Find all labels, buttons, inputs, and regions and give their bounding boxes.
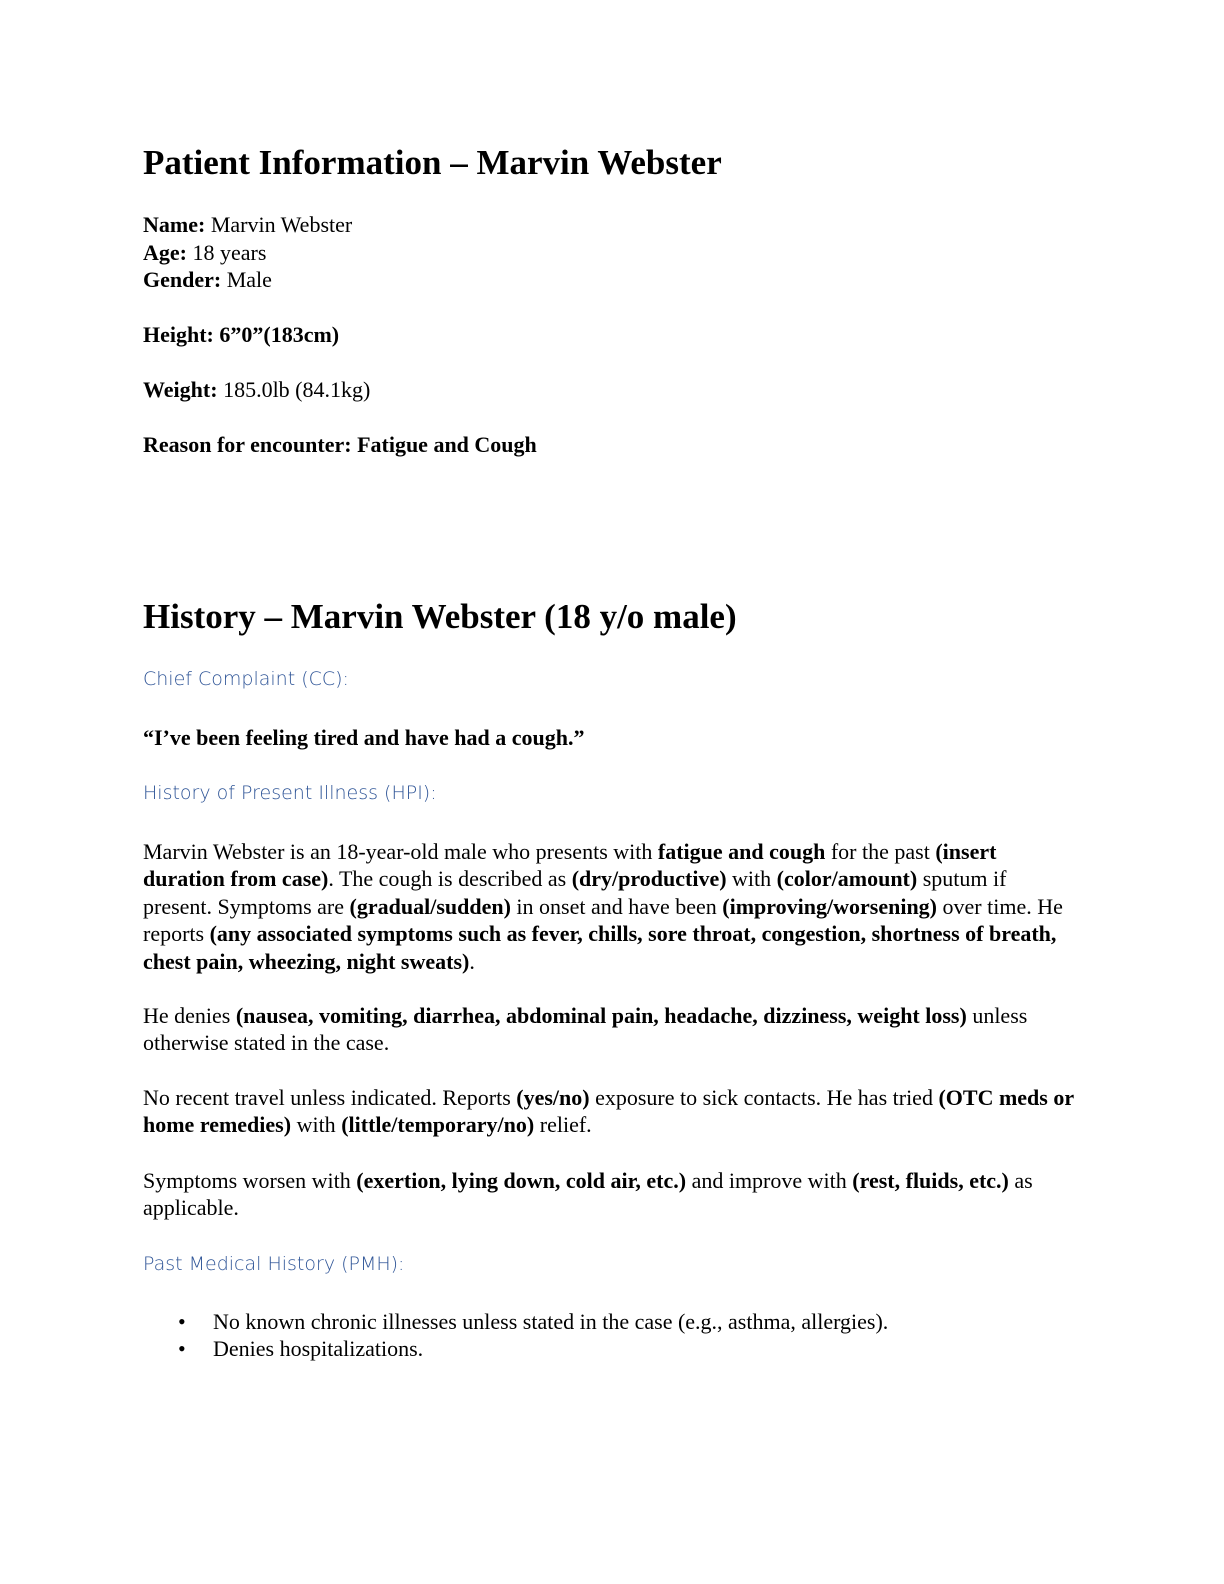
body-text: and improve with	[686, 1168, 853, 1193]
hpi-paragraph-4	[143, 1167, 1078, 1222]
emphasis-text: (little/temporary/no)	[341, 1112, 535, 1138]
emphasis-text: (yes/no)	[516, 1085, 590, 1110]
emphasis-text: (nausea, vomiting, diarrhea, abdominal pain, headache, dizziness, weight loss)	[235, 1003, 967, 1028]
pmh-item-text: No known chronic illnesses unless stated in the case (e.g., asthma, allergies).	[213, 1309, 889, 1334]
weight-label: Weight:	[143, 377, 218, 402]
body-text: He denies	[143, 1003, 236, 1028]
emphasis-text: (insert duration from case)	[143, 839, 997, 892]
reason-label: Reason for encounter:	[143, 432, 358, 457]
weight-line	[143, 376, 370, 403]
emphasis-text: fatigue and cough	[657, 839, 826, 864]
body-text: . The cough is described as	[328, 866, 572, 892]
reason-value: Fatigue and Cough	[357, 432, 537, 457]
patient-info-title: Patient Information – Marvin Webster	[143, 143, 722, 182]
body-text: unless otherwise stated in the case.	[143, 1003, 1028, 1056]
emphasis-text: (dry/productive)	[571, 866, 727, 892]
hpi-heading: History of Present Illness (HPI):	[143, 782, 437, 804]
history-title: History – Marvin Webster (18 y/o male)	[143, 597, 737, 636]
pmh-heading: Past Medical History (PMH):	[143, 1253, 405, 1275]
emphasis-text: (OTC meds or home remedies)	[143, 1085, 1074, 1138]
emphasis-text: (any associated symptoms such as fever, chills, sore throat, congestion, shortness of breath, chest pain, wheezing, night sweats)	[143, 921, 1057, 974]
gender-line	[143, 266, 272, 293]
height-line	[143, 321, 339, 348]
body-text: in onset and have been	[510, 893, 723, 919]
height-value: 6”0”(183cm)	[219, 322, 340, 347]
age-line	[143, 239, 266, 266]
body-text: for the past	[825, 839, 936, 864]
body-text: No recent travel unless indicated. Reports	[143, 1085, 517, 1110]
pmh-list	[143, 1308, 888, 1363]
weight-value: 185.0lb (84.1kg)	[217, 377, 371, 402]
body-text: with	[726, 866, 777, 892]
body-text: over time. He reports	[143, 893, 1063, 947]
pmh-list-item	[143, 1308, 888, 1335]
emphasis-text: (color/amount)	[776, 866, 918, 892]
pmh-item-text: Denies hospitalizations.	[213, 1336, 424, 1362]
cc-heading: Chief Complaint (CC):	[143, 668, 349, 690]
emphasis-text: (improving/worsening)	[722, 893, 938, 919]
reason-line	[143, 431, 537, 458]
bullet-icon: •	[178, 1336, 186, 1362]
gender-label: Gender:	[143, 267, 222, 292]
body-text: with	[291, 1112, 342, 1138]
body-text: exposure to sick contacts. He has tried	[589, 1085, 939, 1110]
emphasis-text: (gradual/sudden)	[349, 893, 511, 919]
age-label: Age:	[143, 240, 187, 265]
name-value: Marvin Webster	[205, 212, 353, 237]
cc-quote: “I’ve been feeling tired and have had a cough.”	[143, 725, 585, 750]
bullet-icon: •	[178, 1309, 186, 1334]
gender-value: Male	[221, 267, 272, 292]
hpi-paragraph-1	[143, 838, 1078, 975]
age-value: 18 years	[186, 240, 267, 265]
body-text: Marvin Webster is an 18-year-old male who presents with	[143, 839, 658, 864]
height-label: Height:	[143, 322, 220, 347]
body-text: sputum if present. Symptoms are	[143, 866, 1007, 919]
hpi-paragraph-2	[143, 1002, 1078, 1057]
body-text: Symptoms worsen with	[143, 1168, 357, 1193]
pmh-list-item	[143, 1335, 888, 1362]
body-text: as applicable.	[143, 1168, 1033, 1221]
emphasis-text: (rest, fluids, etc.)	[852, 1168, 1009, 1193]
body-text: .	[469, 948, 475, 974]
emphasis-text: (exertion, lying down, cold air, etc.)	[356, 1168, 687, 1193]
name-label: Name:	[143, 212, 206, 237]
body-text: relief.	[534, 1112, 592, 1138]
name-line	[143, 211, 352, 238]
hpi-paragraph-3	[143, 1084, 1078, 1139]
